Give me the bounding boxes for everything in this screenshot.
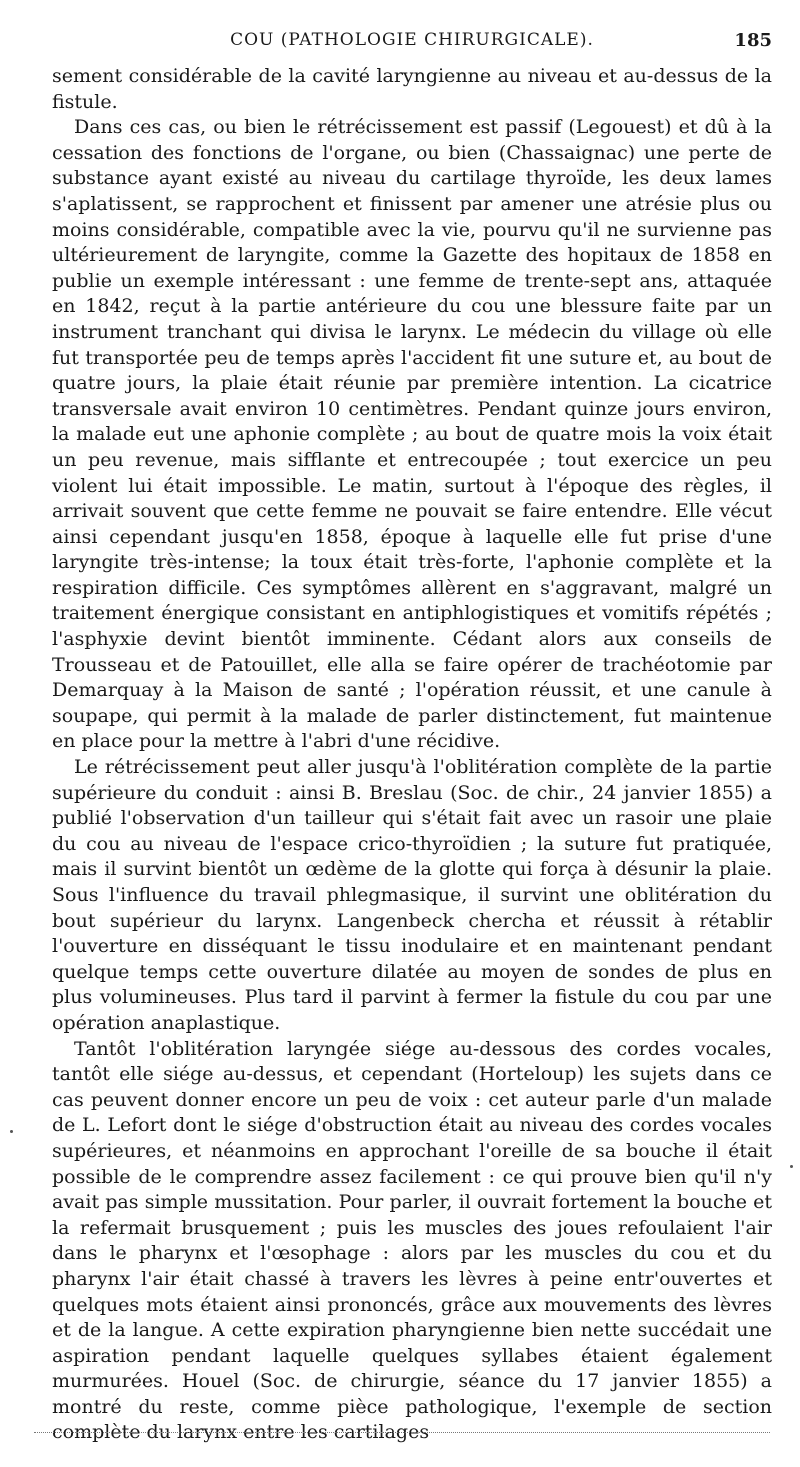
footer-dotted-rule [34,1432,770,1433]
page-number: 185 [734,30,772,51]
paragraph-legouest-chassaignac: Dans ces cas, ou bien le rétrécissement est passif (Legouest) et dû à la cessation des fonctions de l'organe, ou bien (Chassaignac) une perte de substance ayant existé au niveau du cartilage thyroïde, les deux lames s'aplatissent, se rapprochent et finissent par amener une atrésie plus ou moins considérable, compatible avec la vie, pourvu qu'il ne survienne pas ultérieurement de laryngite, comme la Gazette des hopitaux de 1858 en publie un exemple intéressant : une femme de trente-sept ans, attaquée en 1842, reçut à la partie antérieure du cou une blessure faite par un instrument tranchant qui divisa le larynx. Le médecin du village où elle fut transportée peu de temps après l'accident fit une suture et, au bout de quatre jours, la plaie était réunie par première intention. La cicatrice transversale avait environ 10 centimètres. Pendant quinze jours environ, la malade eut une aphonie complète ; au bout de quatre mois la voix était un peu revenue, mais sifflante et entrecoupée ; tout exercice un peu violent lui était impossible. Le matin, surtout à l'époque des règles, il arrivait souvent que cette femme ne pouvait se faire entendre. Elle vécut ainsi cependant jusqu'en 1858, époque à laquelle elle fut prise d'une laryngite très-intense; la toux était très-forte, l'aphonie complète et la respiration difficile. Ces symptômes allèrent en s'aggravant, malgré un traitement énergique consistant en antiphlogistiques et vomitifs répétés ; l'asphyxie devint bientôt imminente. Cédant alors aux conseils de Trousseau et de Patouillet, elle alla se faire opérer de trachéotomie par Demarquay à la Maison de santé ; l'opération réussit, et une canule à soupape, qui permit à la malade de parler distinctement, fut maintenue en place pour la mettre à l'abri d'une récidive. [52,116,772,753]
body-text [52,64,772,1446]
margin-mark [10,1130,13,1133]
page-header [52,30,772,58]
paragraph-obliteration-complete: Le rétrécissement peut aller jusqu'à l'oblitération complète de la partie supérieure du conduit : ainsi B. Breslau (Soc. de chir., 24 janvier 1855) a publié l'observation d'un tailleur qui s'était fait avec un rasoir une plaie du cou au niveau de l'espace crico-thyroïdien ; la suture fut pratiquée, mais il survint bientôt un œdème de la glotte qui força à désunir la plaie. Sous l'influence du travail phlegmasique, il survint une oblitération du bout supérieur du larynx. Langenbeck chercha et réussit à rétablir l'ouverture en disséquant le tissu inodulaire et en maintenant pendant quelque temps cette ouverture dilatée au moyen de sondes de plus en plus volumineuses. Plus tard il parvint à fermer la fistule du cou par une opération anaplastique. [52,756,772,1034]
paragraph-continuation: sement considérable de la cavité laryngienne au niveau et au-dessus de la fistule. [52,65,772,113]
margin-mark [790,1165,793,1168]
running-head: COU (PATHOLOGIE CHIRURGICALE). [230,30,594,50]
paragraph-horteloup: Tantôt l'oblitération laryngée siége au-dessous des cordes vocales, tantôt elle siége au-dessus, et cependant (Horteloup) les sujets dans ce cas peuvent donner encore un peu de voix : cet auteur parle d'un malade de L. Lefort dont le siége d'obstruction était au niveau des cordes vocales supérieures, et néanmoins en approchant l'oreille de sa bouche il était possible de le comprendre assez facilement : ce qui prouve bien qu'il n'y avait pas simple mussitation. Pour parler, il ouvrait fortement la bouche et la refermait brusquement ; puis les muscles des joues refoulaient l'air dans le pharynx et l'œsophage : alors par les muscles du cou et du pharynx l'air était chassé à travers les lèvres à peine entr'ouvertes et quelques mots étaient ainsi prononcés, grâce aux mouvements des lèvres et de la langue. A cette expiration pharyngienne bien nette succédait une aspiration pendant laquelle quelques syllabes étaient également murmurées. Houel (Soc. de chirurgie, séance du 17 janvier 1855) a montré du reste, comme pièce pathologique, l'exemple de section complète du larynx entre les cartilages [52,1037,772,1444]
